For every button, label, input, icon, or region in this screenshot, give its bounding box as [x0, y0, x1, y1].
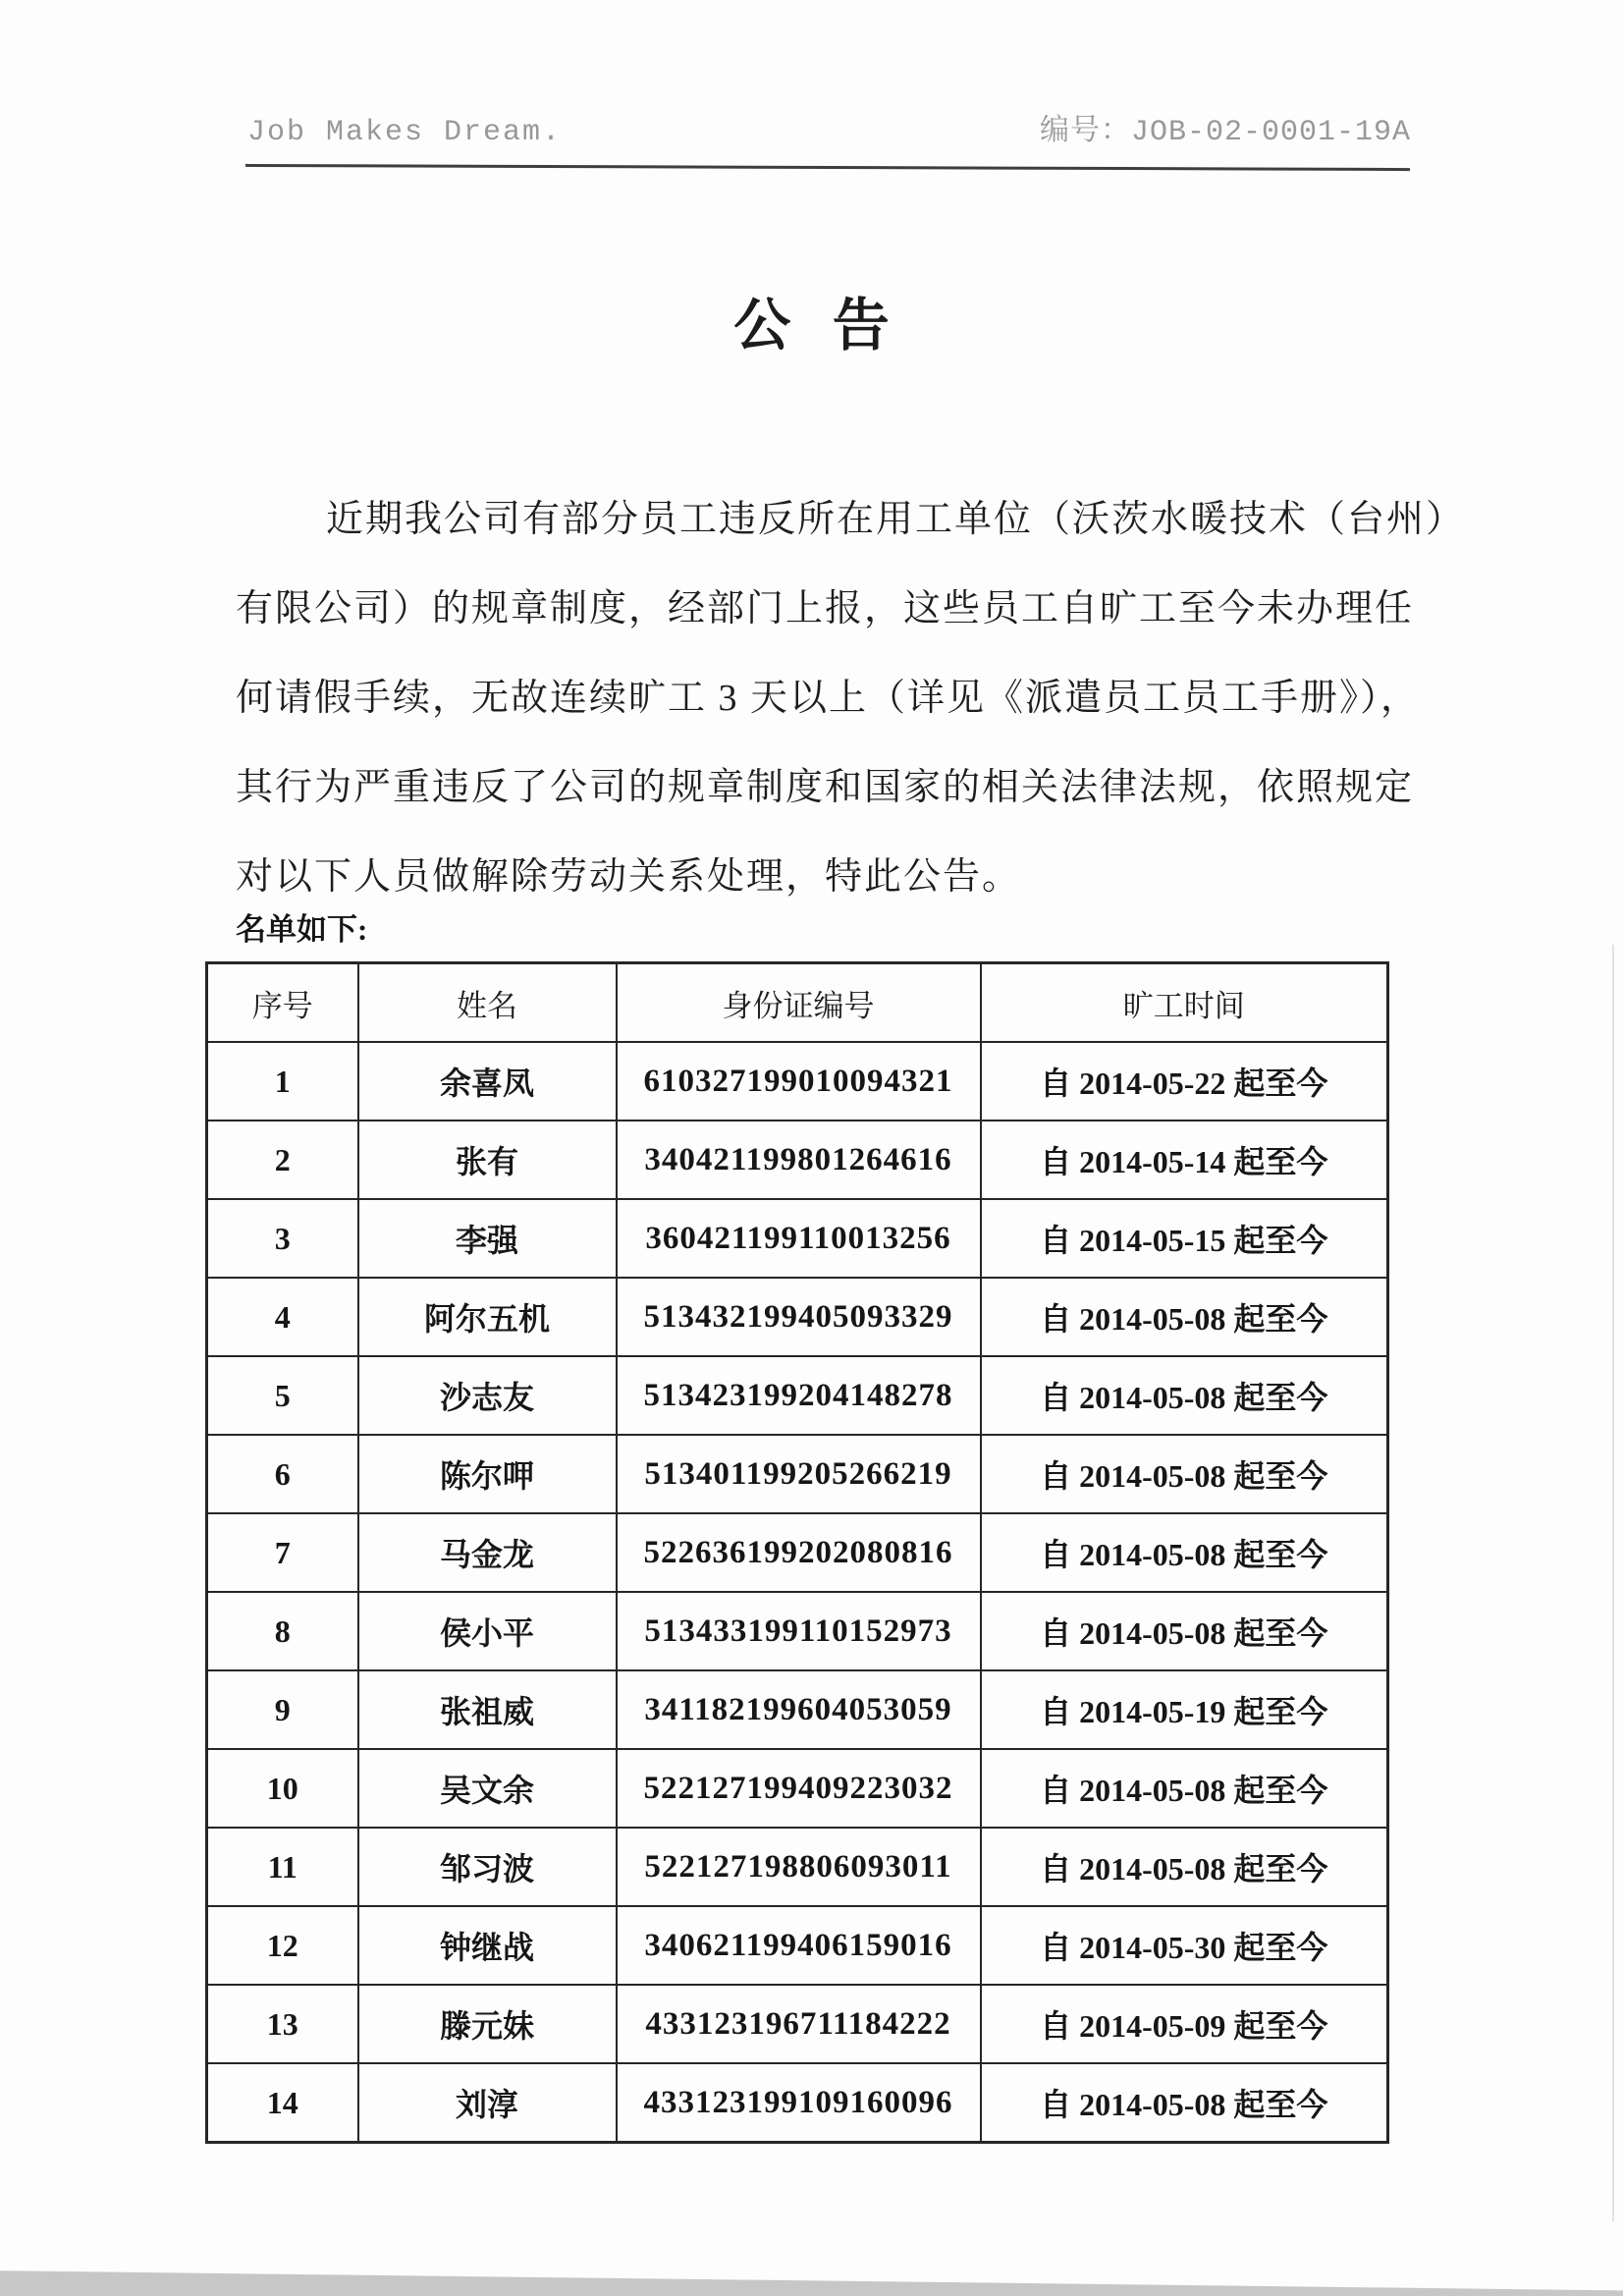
row-name: 陈尔呷: [358, 1435, 617, 1513]
row-absence-period: 自 2014-05-08 起至今: [981, 1278, 1388, 1356]
row-absence-period: 自 2014-05-08 起至今: [981, 1592, 1388, 1670]
row-absence-period: 自 2014-05-09 起至今: [981, 1985, 1388, 2063]
roster-table: [205, 961, 1389, 2144]
row-absence-period: 自 2014-05-19 起至今: [981, 1670, 1388, 1749]
row-name: 钟继战: [358, 1906, 617, 1985]
table-row: [207, 1435, 1388, 1513]
row-name: 滕元妹: [358, 1985, 617, 2063]
notice-line: 有限公司）的规章制度，经部门上报，这些员工自旷工至今未办理任: [236, 588, 1415, 629]
row-name: 阿尔五机: [358, 1278, 617, 1356]
table-row: [207, 1828, 1388, 1906]
row-no: 12: [207, 1906, 358, 1985]
table-row: [207, 1670, 1388, 1749]
row-id-number: 513433199110152973: [617, 1592, 981, 1670]
notice-line: 对以下人员做解除劳动关系处理，特此公告。: [236, 856, 1022, 898]
row-absence-period: 自 2014-05-08 起至今: [981, 1513, 1388, 1592]
column-header: 身份证编号: [617, 963, 981, 1043]
roster-table-body: [207, 1042, 1388, 2143]
row-no: 2: [207, 1121, 358, 1199]
row-absence-period: 自 2014-05-08 起至今: [981, 1356, 1388, 1435]
row-no: 11: [207, 1828, 358, 1906]
row-id-number: 522127199409223032: [617, 1749, 981, 1828]
row-no: 3: [207, 1199, 358, 1278]
row-no: 8: [207, 1592, 358, 1670]
table-row: [207, 2063, 1388, 2143]
table-row: [207, 1513, 1388, 1592]
company-slogan: Job Makes Dream.: [247, 116, 563, 149]
row-id-number: 433123196711184222: [617, 1985, 981, 2063]
column-header: 旷工时间: [981, 963, 1388, 1043]
row-name: 余喜凤: [358, 1042, 617, 1121]
row-id-number: 433123199109160096: [617, 2063, 981, 2143]
row-name: 侯小平: [358, 1592, 617, 1670]
document-header: [0, 0, 1623, 151]
page-title: 公 告: [733, 294, 890, 357]
row-no: 5: [207, 1356, 358, 1435]
table-row: [207, 1749, 1388, 1828]
header-divider-line: [245, 164, 1410, 171]
row-no: 9: [207, 1670, 358, 1749]
table-header-row: [207, 963, 1388, 1043]
row-id-number: 522636199202080816: [617, 1513, 981, 1592]
row-no: 7: [207, 1513, 358, 1592]
row-no: 13: [207, 1985, 358, 2063]
row-name: 李强: [358, 1199, 617, 1278]
row-id-number: 513432199405093329: [617, 1278, 981, 1356]
roster-list-label: 名单如下:: [236, 912, 368, 947]
row-id-number: 513401199205266219: [617, 1435, 981, 1513]
notice-line: 何请假手续，无故连续旷工 3 天以上（详见《派遣员工员工手册》），: [236, 678, 1421, 719]
row-no: 4: [207, 1278, 358, 1356]
table-row: [207, 1042, 1388, 1121]
table-row: [207, 1985, 1388, 2063]
row-id-number: 340421199801264616: [617, 1121, 981, 1199]
row-name: 张有: [358, 1121, 617, 1199]
row-absence-period: 自 2014-05-08 起至今: [981, 1828, 1388, 1906]
row-name: 马金龙: [358, 1513, 617, 1592]
document-number: 编号：JOB-02-0001-19A: [1039, 116, 1411, 149]
row-id-number: 513423199204148278: [617, 1356, 981, 1435]
column-header: 姓名: [358, 963, 617, 1043]
notice-line: 其行为严重违反了公司的规章制度和国家的相关法律法规，依照规定: [236, 767, 1415, 808]
row-name: 邹习波: [358, 1828, 617, 1906]
scan-right-edge-line: [1612, 945, 1614, 2221]
row-name: 刘淳: [358, 2063, 617, 2143]
row-id-number: 341182199604053059: [617, 1670, 981, 1749]
table-row: [207, 1356, 1388, 1435]
row-absence-period: 自 2014-05-08 起至今: [981, 1435, 1388, 1513]
row-id-number: 522127198806093011: [617, 1828, 981, 1906]
row-name: 张祖威: [358, 1670, 617, 1749]
row-absence-period: 自 2014-05-08 起至今: [981, 1749, 1388, 1828]
row-id-number: 340621199406159016: [617, 1906, 981, 1985]
row-absence-period: 自 2014-05-22 起至今: [981, 1042, 1388, 1121]
table-row: [207, 1199, 1388, 1278]
row-no: 10: [207, 1749, 358, 1828]
table-row: [207, 1906, 1388, 1985]
row-no: 14: [207, 2063, 358, 2143]
row-absence-period: 自 2014-05-15 起至今: [981, 1199, 1388, 1278]
notice-body: [236, 475, 1466, 922]
row-absence-period: 自 2014-05-30 起至今: [981, 1906, 1388, 1985]
notice-line: 近期我公司有部分员工违反所在用工单位（沃茨水暖技术（台州）: [326, 499, 1466, 540]
row-id-number: 360421199110013256: [617, 1199, 981, 1278]
row-no: 1: [207, 1042, 358, 1121]
table-row: [207, 1121, 1388, 1199]
row-id-number: 610327199010094321: [617, 1042, 981, 1121]
row-no: 6: [207, 1435, 358, 1513]
row-absence-period: 自 2014-05-08 起至今: [981, 2063, 1388, 2143]
row-name: 吴文余: [358, 1749, 617, 1828]
row-absence-period: 自 2014-05-14 起至今: [981, 1121, 1388, 1199]
table-row: [207, 1278, 1388, 1356]
scan-bottom-edge-shadow: [0, 2270, 1623, 2296]
row-name: 沙志友: [358, 1356, 617, 1435]
column-header: 序号: [207, 963, 358, 1043]
table-row: [207, 1592, 1388, 1670]
